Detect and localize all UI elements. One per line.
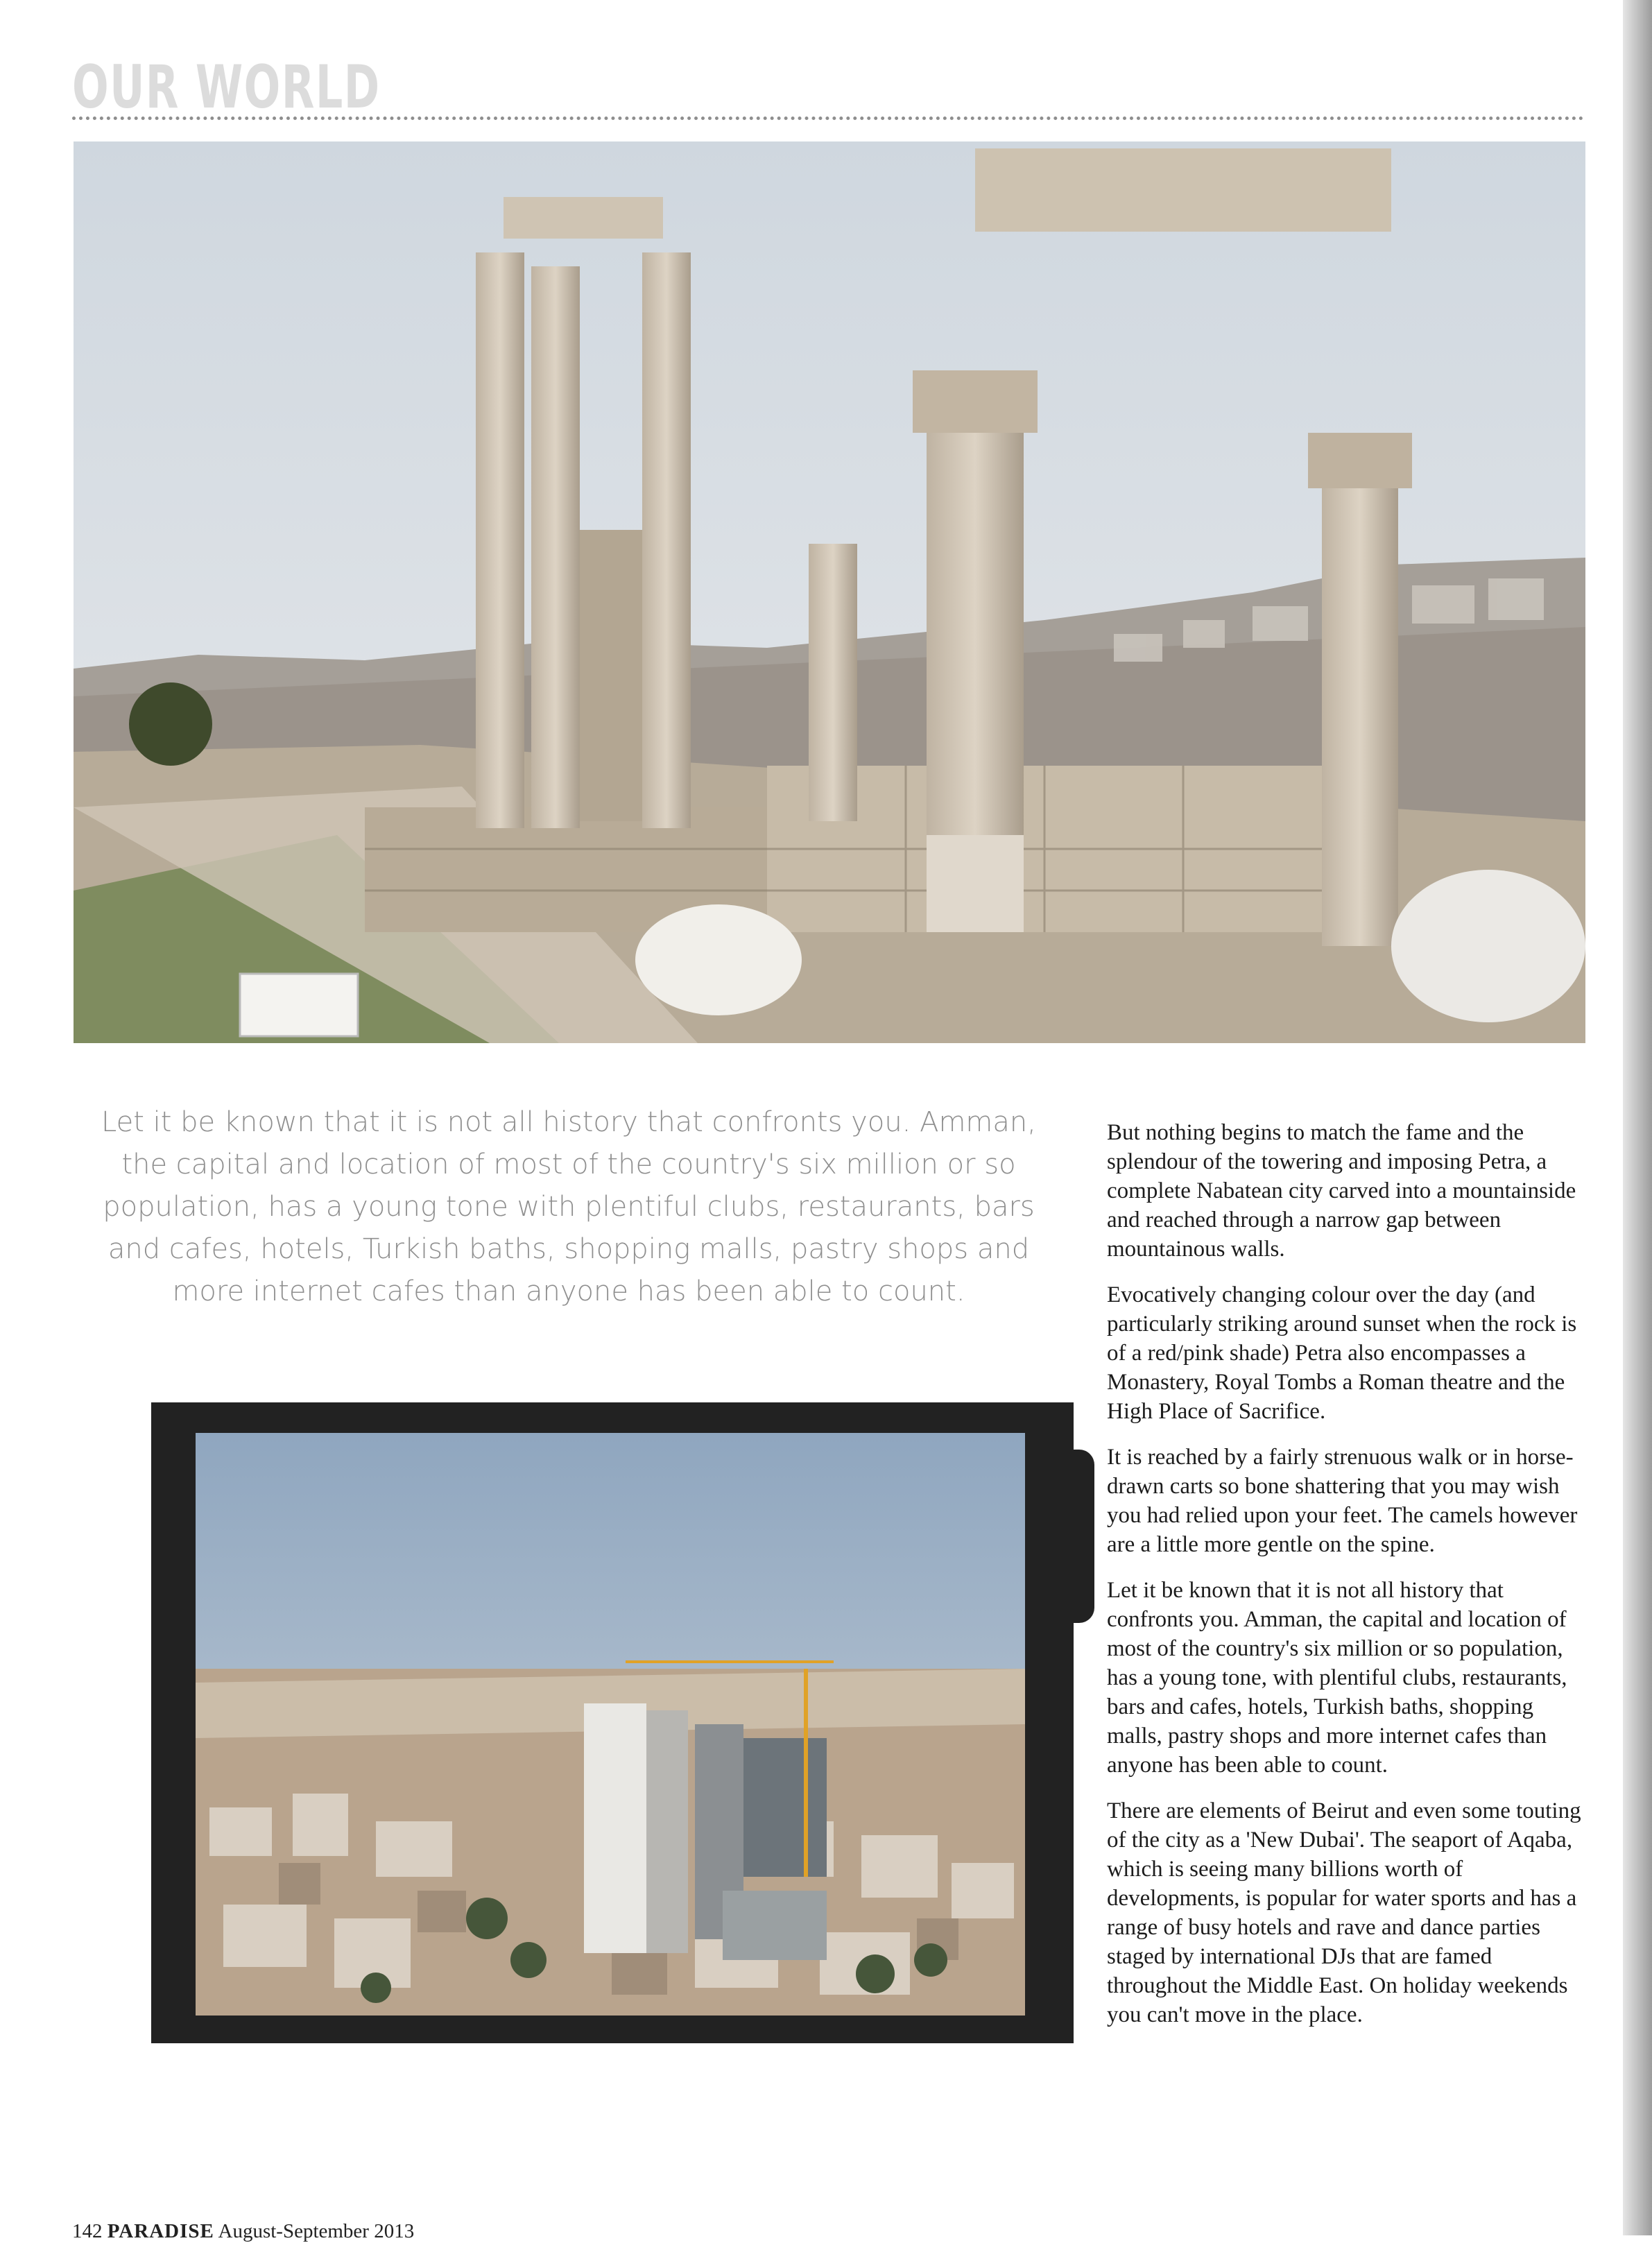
pull-quote: Let it be known that it is not all history that confronts you. Amman, the capital and location of most of the country's six million or so population, has a young tone with plentiful clubs, restaurants, bars and cafes, hotels, Turkish baths, shopping malls, pastry shops and more internet cafes than anyone has been able to count. bbox=[101, 1106, 1036, 1307]
city-photo bbox=[196, 1433, 1025, 2016]
article-paragraph: Evocatively changing colour over the day (and particularly striking around sunset when the rock is of a red/pink shade) Petra also encompasses a Monastery, Royal Tombs a Roman theatre and the High Place of Sacrifice. bbox=[1107, 1282, 1577, 1424]
city-photo-frame bbox=[151, 1402, 1074, 2043]
section-title: OUR WORLD bbox=[72, 53, 381, 122]
page-folio bbox=[72, 2219, 414, 2243]
page-number: 142 bbox=[72, 2220, 103, 2242]
magazine-name: PARADISE bbox=[107, 2220, 214, 2242]
temple-photo bbox=[74, 141, 1585, 1043]
article-paragraph: But nothing begins to match the fame and the splendour of the towering and imposing Petra, a complete Nabatean city carved into a mountainside and reached through a narrow gap between mountainous walls. bbox=[1107, 1120, 1576, 1262]
article-paragraph: There are elements of Beirut and even some touting of the city as a 'New Dubai'. The seaport of Aqaba, which is seeing many billions worth of developments, is popular for water sports and has a range of busy hotels and rave and dance parties staged by international DJs that are famed throughout the Middle East. On holiday weekends you can't move in the place. bbox=[1107, 1798, 1581, 2027]
title-dotted-rule bbox=[72, 117, 1584, 120]
page-edge-shadow bbox=[1623, 0, 1652, 2235]
frame-tab bbox=[1067, 1450, 1094, 1623]
article-body bbox=[1107, 1118, 1592, 2046]
article-paragraph: It is reached by a fairly strenuous walk or in horse-drawn carts so bone shattering that you may wish you had relied upon your feet. The camels however are a little more gentle on the spine. bbox=[1107, 1445, 1578, 1557]
temple-photo-illustration bbox=[74, 141, 1585, 1043]
issue-date: August-September 2013 bbox=[218, 2220, 415, 2242]
city-photo-illustration bbox=[196, 1433, 1025, 2016]
article-paragraph: Let it be known that it is not all history that confronts you. Amman, the capital and location of most of the country's six million or so population, has a young tone, with plentiful clubs, restaurants, bars and cafes, hotels, Turkish baths, shopping malls, pastry shops and more internet cafes than anyone has been able to count. bbox=[1107, 1578, 1567, 1778]
